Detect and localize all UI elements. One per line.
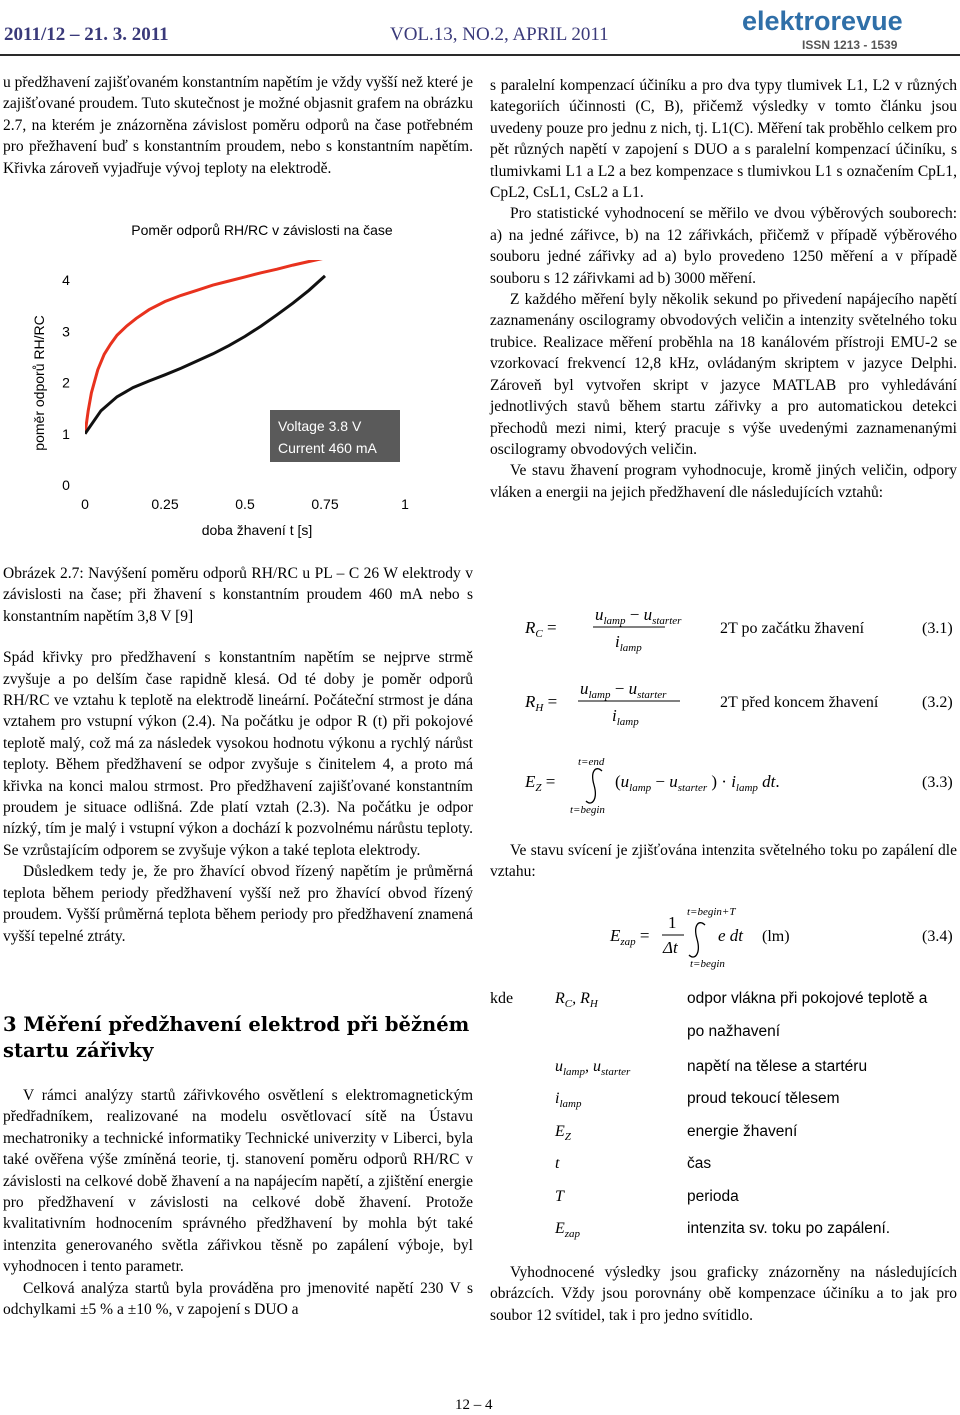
var-description: proud tekoucí tělesem (687, 1090, 840, 1107)
eq4-number: (3.4) (922, 928, 953, 945)
var-symbol: $u_{lamp}$, $u_{starter}$ (555, 1058, 631, 1079)
equations-3-1-to-3-3 (490, 595, 960, 835)
var-description: čas (687, 1155, 712, 1172)
eq2-note: 2T před koncem žhavení (720, 694, 879, 711)
var-symbol: $i_{lamp}$ (555, 1090, 582, 1111)
y-tick-label: 2 (62, 374, 70, 391)
paragraph: Vyhodnocené výsledky jsou graficky znázorněny na následujících obrázcích. Vždy jsou porovnány obě kompenzace účiníku a to jak pro soubor 12 svítidel, tak i pro jedno svítidlo. (490, 1264, 957, 1324)
eq2-numerator: $u_{lamp} - u_{starter}$ (580, 679, 667, 701)
legend-entry: Current 460 mA (278, 440, 377, 456)
x-tick-label: 0.75 (311, 496, 339, 512)
y-tick-label: 1 (62, 425, 70, 442)
figure-caption: Obrázek 2.7: Navýšení poměru odporů RH/RC u PL – C 26 W elektrody v závislosti na čase; při žhavení s konstantním proudem 460 mA nebo s konstantním napětím 3,8 V [9] (3, 565, 473, 625)
var-symbol: $E_{zap}$ (555, 1220, 581, 1241)
page-header (0, 0, 960, 54)
var-description: napětí na tělese a startéru (687, 1058, 868, 1075)
paragraph: Důsledkem tedy je, že pro žhavící obvod řízený napětím je průměrná teplota během periody předžhavení vyšší než pro žhavící obvod řízený proudem. Vyšší průměrná teplota během periody pro předžhavení znamená vyšší tepelné ztráty. (3, 863, 473, 945)
paragraph: Pro statistické vyhodnocení se měřilo ve dvou výběrových souborech: a) na jedné zářivce, b) na 12 zářivkách, přičemž v případě výběrového souboru jedné zářivky ad a) bylo provedeno 1250 měření a v případě souboru s 12 zářivkami ad b) 3000 měření. (490, 205, 957, 287)
eq4-numerator: 1 (668, 913, 677, 932)
eq3-number: (3.3) (922, 774, 953, 791)
var-description: energie žhavení (687, 1123, 798, 1140)
elektrorevue-logo (740, 4, 956, 54)
chart-title: Poměr odporů RH/RC v závislosti na čase (131, 222, 393, 238)
eq4-lower-limit: t=begin (690, 958, 725, 970)
right-column-body (490, 75, 957, 503)
eq3-lower-limit: t=begin (570, 804, 605, 816)
eq3-integrand: ($u_{lamp} - u_{starter}$ ) · $i_{lamp}$ dt. (615, 772, 780, 794)
var-symbol: $E_Z$ (555, 1123, 571, 1144)
x-tick-labels (81, 496, 409, 512)
legend-entry: Voltage 3.8 V (278, 418, 362, 434)
right-column-bottom (490, 1262, 957, 1326)
x-tick-label: 1 (401, 496, 409, 512)
section-heading: 3 Měření předžhavení elektrod při běžném startu zářivky (3, 1013, 470, 1062)
resistance-ratio-chart (0, 205, 470, 560)
series-line (85, 254, 341, 433)
kde-label: kde (490, 990, 514, 1007)
y-tick-label: 3 (62, 323, 70, 340)
paragraph: u předžhavení zajišťovaném konstantním napětím je vždy vyšší než které je zajišťované proudem. Tuto skutečnost je možné objasnit grafem na obrázku 2.7, na kterém je znázorněna závislost poměru odporů na čase potřebném pro přežhavení buď s konstantním proudem, nebo s konstantním napětím. Křivka zároveň vyjadřuje vývoj teploty na elektrodě. (3, 74, 473, 177)
header-date: 2011/12 – 21. 3. 2011 (4, 24, 169, 45)
equation-3-4 (490, 895, 960, 975)
chart-y-label: poměr odporů RH/RC (31, 315, 47, 451)
eq4-unit: (lm) (762, 928, 790, 945)
page-number: 12 – 4 (455, 1397, 493, 1413)
right-column-mid (490, 840, 957, 883)
paragraph: Spád křivky pro předžhavení s konstantním napětím se nejprve strmě zvyšuje a po delším čase rapidně klesá. Od té doby je poměr odporů RH/RC ve vztahu k teplotě na elektrodě lineární. Počáteční strmost je dána vztahem pro vstupní výkon (2.4). Na počátku je odpor R (t) při pokojové teplotě malý, což má za následek vysokou hodnotu výkonu a rychlý nárůst teploty. Během předžhavení se odpor zvyšuje s činitelem 4, a proto má křivka na konci malou strmost. Pro předžhavení zajišťované konstantním proudem je situace odlišná. Zde platí vztah (2.3). Na počátku je odpor nízký, tím je malý i vstupní výkon a dochází k pozvolnému nárůstu teploty. Se vzrůstajícím odporem se zvyšuje výkon a také teplota elektrody. (3, 649, 473, 859)
integral-sign (689, 923, 705, 957)
paragraph: Celková analýza startů byla prováděna pro jmenovité napětí 230 V s odchylkami ±5 % a ±10 %, v zapojení s DUO a (3, 1279, 473, 1319)
eq1-number: (3.1) (922, 620, 953, 637)
eq1-denominator: $i_{lamp}$ (615, 632, 642, 654)
var-description: perioda (687, 1188, 739, 1205)
x-tick-label: 0 (81, 496, 89, 512)
var-symbol: T (555, 1188, 564, 1205)
eq1-lhs: $R_C$ = (525, 618, 557, 640)
left-column-intro (3, 72, 473, 179)
eq2-number: (3.2) (922, 694, 953, 711)
logo-text: elektrorevue (742, 6, 903, 36)
integral-sign (586, 769, 602, 803)
issn-text: ISSN 1213 - 1539 (802, 38, 898, 52)
eq3-lhs: $E_Z$ = (525, 772, 556, 794)
y-tick-label: 4 (62, 272, 70, 288)
eq4-integrand: e dt (718, 926, 744, 945)
var-description: intenzita sv. toku po zapálení. (687, 1220, 891, 1237)
eq1-note: 2T po začátku žhavení (720, 620, 865, 637)
left-column-body (3, 563, 473, 947)
chart-x-label: doba žhavení t [s] (201, 522, 313, 538)
var-symbol: $R_C$, $R_H$ (555, 990, 598, 1011)
eq2-denominator: $i_{lamp}$ (612, 706, 639, 728)
paragraph: Ve stavu žhavení program vyhodnocuje, kromě jiných veličin, odpory vláken a energii na jejich předžhavení dle následujících vztahů: (490, 462, 957, 501)
paragraph: Z každého měření byly několik sekund po přivedení napájecího napětí zaznamenány oscilogramy obvodových veličin a intenzity světelného toku trubice. Realizace měření proběhla na 18 kanálovém přístroji EMU-2 se vzorkovací frekvencí 12,8 kHz, ovládaným skriptem v jazyce Delphi. Zároveň byl vytvořen skript v jazyce MATLAB pro vyhledávání jednotlivých stavů během startu zářivky a pro automatickou detekci přechodů mezi nimi, který pracuje s výše uvedenými zaznamenanými oscilogramy obvodových veličin. (490, 291, 957, 458)
eq3-upper-limit: t=end (578, 756, 605, 768)
x-tick-label: 0.25 (151, 496, 179, 512)
eq1-numerator: $u_{lamp} - u_{starter}$ (595, 605, 682, 627)
y-tick-labels (62, 272, 70, 493)
eq4-upper-limit: t=begin+T (687, 906, 736, 918)
var-symbol: t (555, 1155, 560, 1172)
y-tick-label: 0 (62, 477, 70, 493)
var-description: po nažhavení (687, 1023, 781, 1040)
eq4-lhs: $E_{zap}$ = (610, 926, 650, 948)
chart-legend (270, 410, 400, 462)
left-column-section (3, 1085, 473, 1320)
eq2-lhs: $R_H$ = (525, 692, 558, 714)
x-tick-label: 0.5 (235, 496, 255, 512)
header-issue: VOL.13, NO.2, APRIL 2011 (390, 24, 609, 45)
paragraph: s paralelní kompenzací účiníku a pro dva typy tlumivek L1, L2 v různých kategoriích účinnosti (C, B), přičemž výsledky v tomto článku jsou uvedeny pouze pro jednu z nich, tj. L1(C). Měření tak proběhlo celkem pro pět různých napětí v zapojení s DUO a s paralelní kompenzací účiníku, s tlumivkami L1 a L2 a bez kompenzace s tlumivkou L1 s označením CpL1, CpL2, CsL1, CsL2 a L1. (490, 77, 958, 202)
paragraph: V rámci analýzy startů zářivkového osvětlení s elektromagnetickým předřadníkem, realizované na modelu osvětlovací sítě na Ústavu mechatroniky a technické informatiky Technické univerzity v Liberci, byla také ověřena výše zmíněná teorie, tj. stanovení poměru odporů RH/RC v závislosti na celkové době žhavení a na napájecím napětí, a zjištění energie pro předžhavení v závislosti na celkové době žhavení. Protože kvalitativním hodnocením správného předžhavení by mohla být také intenzita generovaného světla zářivkou těsně po zapálení výboje, byl vyhodnocen i tento parametr. (3, 1087, 473, 1276)
header-rule (0, 54, 960, 56)
eq4-denominator: Δt (663, 938, 678, 957)
plot-area (85, 254, 341, 433)
paragraph: Ve stavu svícení je zjišťována intenzita světelného toku po zapálení dle vztahu: (490, 842, 957, 881)
var-description: odpor vlákna při pokojové teplotě a (687, 990, 928, 1007)
